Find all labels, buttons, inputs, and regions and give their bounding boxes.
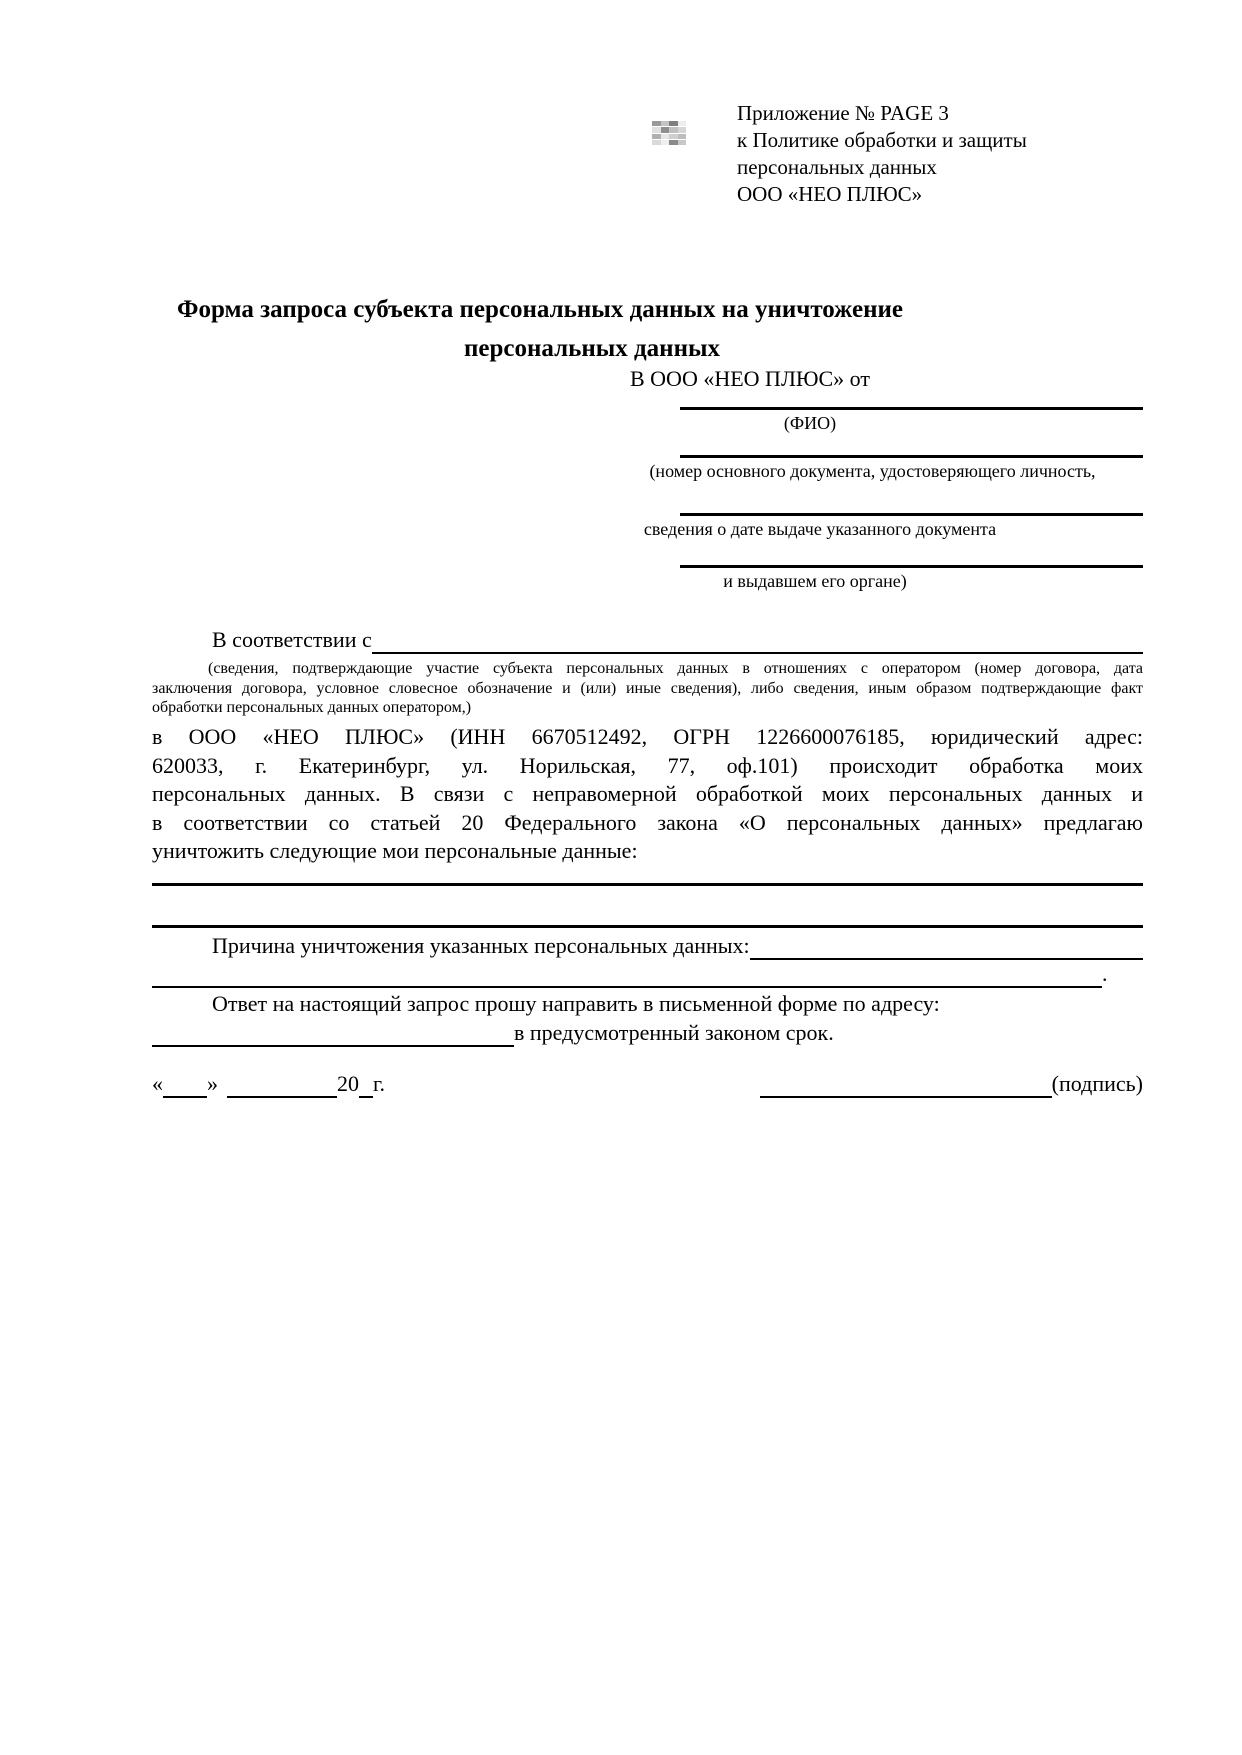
- signature-blank-line: [760, 1094, 1052, 1098]
- accordance-row: [152, 626, 1143, 654]
- personal-data-blank-line-2: [152, 925, 1143, 928]
- body-paragraph: [152, 723, 1143, 866]
- document-number-caption: (номер основного документа, удостоверяющего личность,: [649, 461, 1096, 481]
- appendix-header: [737, 100, 1027, 208]
- term-row: [152, 1019, 1143, 1047]
- body-paragraph-line-5: уничтожить следующие мои персональные данные:: [152, 838, 638, 863]
- year-suffix: г.: [373, 1070, 386, 1096]
- accordance-prefix: В соответствии с: [212, 626, 372, 652]
- year-blank-line: [359, 1094, 373, 1098]
- fio-blank-line: [680, 407, 1143, 410]
- month-blank-line: [227, 1094, 337, 1098]
- body-paragraph-line-3: персональных данных. В связи с неправомерной обработкой моих персональных данных и: [152, 781, 1143, 806]
- issue-date-caption: сведения о дате выдаче указанного документа: [643, 519, 997, 539]
- issue-date-blank-line: [680, 513, 1143, 516]
- issuing-authority-blank-line: [680, 565, 1143, 568]
- date-group: [152, 1070, 385, 1099]
- response-row: [152, 990, 1143, 1018]
- policy-reference-line-1: к Политике обработки и защиты: [737, 128, 1027, 152]
- open-quote: «: [152, 1070, 163, 1096]
- reason-continuation-blank-line: [152, 984, 1102, 988]
- fine-print-block: [152, 659, 1143, 718]
- company-name-line: ООО «НЕО ПЛЮС»: [737, 182, 923, 206]
- close-quote: »: [207, 1070, 218, 1096]
- reason-continuation-row: [152, 960, 1143, 988]
- body-paragraph-line-1: в ООО «НЕО ПЛЮС» (ИНН 6670512492, ОГРН 1226600076185, юридический адрес:: [152, 724, 1143, 749]
- appendix-number-line: Приложение № PAGE 3: [737, 101, 949, 125]
- year-prefix: 20: [337, 1070, 359, 1096]
- signature-caption: (подпись): [1051, 1070, 1143, 1096]
- personal-data-blank-line-1: [152, 883, 1143, 886]
- document-title-line-2: персональных данных: [463, 335, 721, 362]
- addressee-line: В ООО «НЕО ПЛЮС» от: [630, 366, 870, 391]
- document-number-blank-line: [680, 455, 1143, 458]
- sentence-period: .: [1102, 960, 1108, 986]
- reason-label: Причина уничтожения указанных персональных данных:: [212, 932, 750, 958]
- fine-print-line-2: заключения договора, условное словесное обозначение и (или) иные сведения), либо сведения, иным образом подтверждающие факт: [152, 679, 1143, 697]
- day-blank-line: [163, 1094, 207, 1098]
- term-text: в предусмотренный законом срок.: [514, 1019, 834, 1045]
- fine-print-line-3: обработки персональных данных оператором,): [152, 699, 472, 716]
- response-text: Ответ на настоящий запрос прошу направить в письменной форме по адресу:: [212, 990, 940, 1016]
- fine-print-line-1: (сведения, подтверждающие участие субъекта персональных данных в отношениях с оператором (номер договора, дата: [208, 660, 1143, 677]
- body-paragraph-line-4: в соответствии со статьей 20 Федерального закона «О персональных данных» предлагаю: [152, 809, 1143, 835]
- issuing-authority-caption: и выдавшем его органе): [723, 571, 907, 591]
- document-title-line-1: Форма запроса субъекта персональных данных на уничтожение: [177, 296, 903, 323]
- reason-row: [152, 930, 1143, 960]
- fio-caption: (ФИО): [783, 413, 837, 433]
- policy-reference-line-2: персональных данных: [737, 155, 937, 179]
- address-blank-line: [152, 1043, 514, 1047]
- accordance-blank-line: [372, 650, 1143, 654]
- signature-group: [760, 1070, 1143, 1099]
- body-paragraph-line-2: 620033, г. Екатеринбург, ул. Норильская, 77, оф.101) происходит обработка моих: [152, 752, 1143, 778]
- embedded-object-icon: [652, 121, 686, 145]
- date-signature-row: [152, 1066, 1143, 1098]
